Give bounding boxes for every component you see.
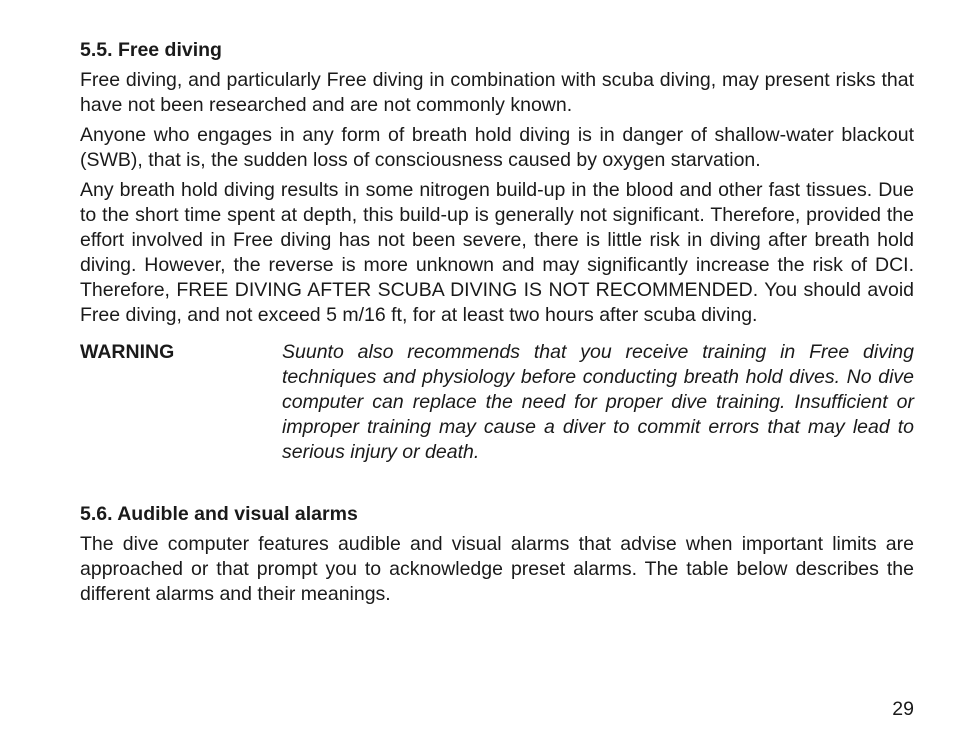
paragraph: The dive computer features audible and visual alarms that advise when important limits are approached or that prompt you to acknowledge preset alarms. The table below describes the different alarms and their meanings. (80, 533, 914, 605)
section-free-diving (80, 38, 914, 328)
section-alarms (80, 502, 914, 607)
section-heading: 5.6. Audible and visual alarms (80, 503, 358, 525)
page-number: 29 (892, 698, 914, 720)
paragraph: Anyone who engages in any form of breath hold diving is in danger of shallow-water blackout (SWB), that is, the sudden loss of consciousness caused by oxygen starvation. (80, 124, 914, 171)
paragraph: Free diving, and particularly Free diving in combination with scuba diving, may present risks that have not been researched and are not commonly known. (80, 69, 914, 116)
warning-block (80, 340, 914, 465)
paragraph: Any breath hold diving results in some nitrogen build-up in the blood and other fast tissues. Due to the short time spent at depth, this build-up is generally not significant. Therefore, provided the effort involved in Free diving has not been severe, there is little risk in diving after breath hold diving. However, the reverse is more unknown and may significantly increase the risk of DCI. Therefore, FREE DIVING AFTER SCUBA DIVING IS NOT RECOMMENDED. You should avoid Free diving, and not exceed 5 m/16 ft, for at least two hours after scuba diving. (80, 179, 914, 326)
warning-text: Suunto also recommends that you receive training in Free diving techniques and physiology before conducting breath hold dives. No dive computer can replace the need for proper dive training. Insufficient or improper training may cause a diver to commit errors that may lead to serious injury or death. (282, 341, 914, 463)
document-page (80, 38, 914, 612)
section-heading: 5.5. Free diving (80, 39, 222, 61)
warning-label: WARNING (80, 341, 175, 363)
